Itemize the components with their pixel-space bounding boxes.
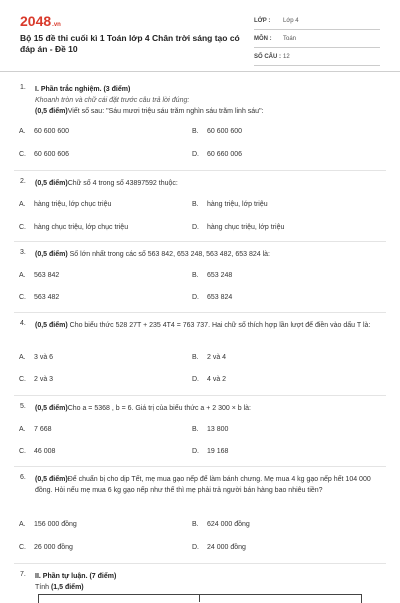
option-c[interactable]: C. 46 008 bbox=[19, 448, 56, 455]
option-a[interactable]: A. 3 và 6 bbox=[19, 354, 54, 361]
option-b[interactable]: B. hàng triệu, lớp triệu bbox=[192, 201, 268, 208]
meta-class: LỚP : Lớp 4 bbox=[254, 16, 380, 30]
option-d[interactable]: D. 653 824 bbox=[192, 294, 233, 301]
option-a[interactable]: A. 563 842 bbox=[19, 272, 60, 279]
option-d[interactable]: D. 19 168 bbox=[192, 448, 229, 455]
header-divider bbox=[0, 71, 400, 72]
question-text: (0,5 điểm)Viết số sau: "Sáu mươi triệu sáu trăm nghìn sáu trăm linh sáu": bbox=[35, 108, 264, 115]
document-title: Bộ 15 đề thi cuối kì 1 Toán lớp 4 Chân trời sáng tạo có đáp án - Đề 10 bbox=[20, 33, 240, 54]
divider bbox=[14, 466, 386, 467]
option-b[interactable]: B. 624 000 đồng bbox=[192, 521, 250, 528]
option-d[interactable]: D. hàng chục triệu, lớp triệu bbox=[192, 224, 285, 231]
option-a[interactable]: A. 156 000 đồng bbox=[19, 521, 77, 528]
option-c[interactable]: C. 563 482 bbox=[19, 294, 60, 301]
option-b[interactable]: B. 653 248 bbox=[192, 272, 233, 279]
option-c[interactable]: C. hàng chục triệu, lớp chục triệu bbox=[19, 224, 129, 231]
divider bbox=[14, 312, 386, 313]
option-d[interactable]: D. 24 000 đồng bbox=[192, 544, 246, 551]
option-c[interactable]: C. 2 và 3 bbox=[19, 376, 54, 383]
option-a[interactable]: A. hàng triệu, lớp chục triệu bbox=[19, 201, 112, 208]
section-title: II. Phần tự luận. (7 điểm) bbox=[35, 573, 117, 580]
option-b[interactable]: B. 13 800 bbox=[192, 426, 229, 433]
document-page: 2048.vn Bộ 15 đề thi cuối kì 1 Toán lớp 4 Chân trời sáng tạo có đáp án - Đề 10 LỚP : Lớp 4 MÔN : Toán SỐ CÂU : 12 1. I. Phần trắc nghiệm. (3 điểm) Khoanh tròn và chữ cái đặt trước câu trả lời đúng: (0,5 điểm)Viết số sau: "Sáu mươi triệu sáu trăm nghìn sáu trăm linh sáu": A. 60 600 600 B. 60 600 600 C. 60 600 606 D. 60 660 006 2. (0,5 điểm)Chữ số 4 trong số 43897592 thuộc: A. hàng triệu, lớp chục triệu B. hàng triệu, lớp triệu C. hàng chục triệu, lớp chục triệu D. hàng chục triệu, lớp triệu 3. (0,5 điểm) Số lớn nhất trong các số 563 842, 653 248, 563 482, 653 824 là: A. 563 842 B. 653 248 C. 563 482 D. 653 824 4. (0,5 điểm) Cho biểu thức 528 27T + 235 4T4 = 763 737. Hai chữ số thích hợp lần lượt để điền vào dấu T là: A. 3 và 6 B. 2 và 4 C. 2 và 3 D. 4 và 2 5. (0,5 điểm)Cho a = 5368 , b = 6. Giá trị của biểu thức a + 2 300 × b là: A. 7 668 B. 13 800 C. 46 008 D. 19 168 6. (0,5 điểm)Để chuẩn bị cho dịp Tết, mẹ mua gạo nếp để làm bánh chưng. Mẹ mua 4 kg gạo nếp hết 104 000 đồng. Hỏi nếu mẹ mua 6 kg gạo nếp như thế thì mẹ phải trả người bán hàng bao nhiêu tiền? A. 156 000 đồng B. 624 000 đồng C. 26 000 đồng D. 24 000 đồng 7. II. Phần tự luận. (7 điểm) Tính (1,5 điểm) bbox=[0, 0, 400, 600]
option-d[interactable]: D. 60 660 006 bbox=[192, 151, 243, 158]
option-d[interactable]: D. 4 và 2 bbox=[192, 376, 227, 383]
option-c[interactable]: C. 26 000 đồng bbox=[19, 544, 73, 551]
option-b[interactable]: B. 60 600 600 bbox=[192, 128, 243, 135]
divider bbox=[14, 170, 386, 171]
option-a[interactable]: A. 60 600 600 bbox=[19, 128, 70, 135]
option-b[interactable]: B. 2 và 4 bbox=[192, 354, 227, 361]
instruction: Khoanh tròn và chữ cái đặt trước câu trả lời đúng: bbox=[35, 97, 190, 104]
meta-subject: MÔN : Toán bbox=[254, 34, 380, 48]
question-text: Tính (1,5 điểm) bbox=[35, 584, 84, 591]
answer-table bbox=[38, 594, 362, 603]
divider bbox=[14, 563, 386, 564]
divider bbox=[14, 241, 386, 242]
section-title: I. Phần trắc nghiệm. (3 điểm) bbox=[35, 86, 131, 93]
site-logo[interactable]: 2048.vn bbox=[20, 13, 61, 29]
option-a[interactable]: A. 7 668 bbox=[19, 426, 52, 433]
document-meta bbox=[254, 16, 380, 70]
option-c[interactable]: C. 60 600 606 bbox=[19, 151, 70, 158]
answer-table-divider bbox=[199, 594, 200, 602]
divider bbox=[14, 395, 386, 396]
page-header bbox=[0, 0, 400, 66]
meta-question-count: SỐ CÂU : 12 bbox=[254, 52, 380, 66]
